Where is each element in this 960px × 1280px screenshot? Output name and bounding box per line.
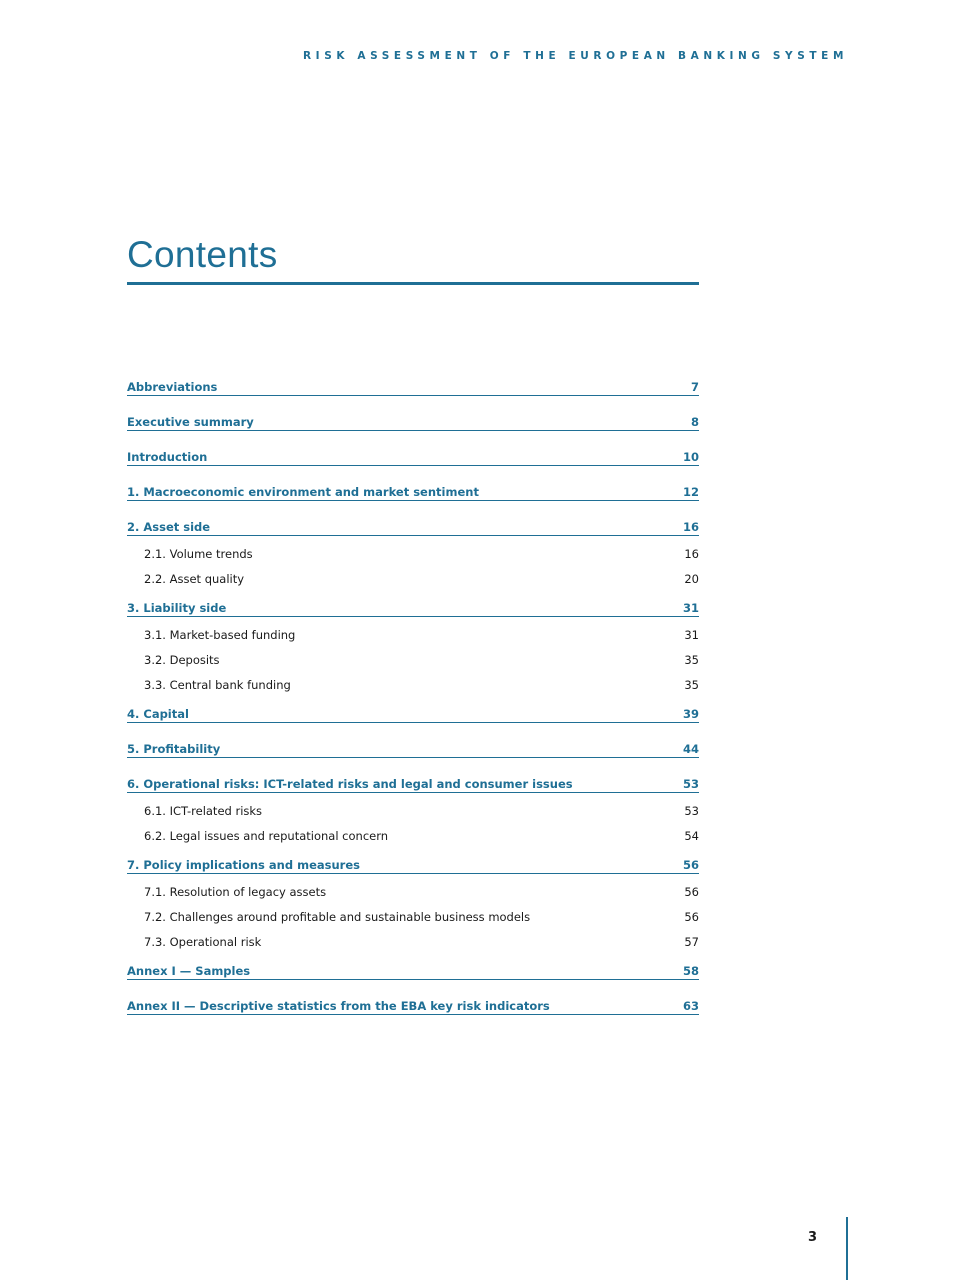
toc-subentry-3-3[interactable] (127, 667, 699, 692)
page-title: Contents (127, 234, 278, 275)
toc-entry-label: Abbreviations (127, 380, 218, 394)
toc-subentry-3-1[interactable] (127, 617, 699, 642)
toc-entry-label: Introduction (127, 450, 208, 464)
toc-entry-abbreviations[interactable] (127, 374, 699, 396)
toc-entry-chapter-3[interactable] (127, 595, 699, 617)
toc-entry-label: 2.1. Volume trends (144, 547, 253, 561)
toc-subentry-7-1[interactable] (127, 874, 699, 899)
toc-entry-label: 5. Profitability (127, 742, 221, 756)
toc-entry-label: 2.2. Asset quality (144, 572, 245, 586)
toc-subentry-3-2[interactable] (127, 642, 699, 667)
toc-entry-page: 57 (684, 935, 699, 949)
toc-entry-chapter-4[interactable] (127, 701, 699, 723)
toc-entry-label: 3.1. Market-based funding (144, 628, 296, 642)
toc-entry-label: 2. Asset side (127, 520, 211, 534)
page-number: 3 (808, 1230, 818, 1245)
toc-entry-label: 3. Liability side (127, 601, 227, 615)
toc-entry-page: 56 (684, 910, 699, 924)
footer-rule (846, 1217, 848, 1280)
toc-subentry-6-2[interactable] (127, 818, 699, 843)
running-header: RISK ASSESSMENT OF THE EUROPEAN BANKING SYSTEM (303, 50, 848, 62)
toc-entry-page: 35 (684, 653, 699, 667)
toc-entry-page: 20 (684, 572, 699, 586)
toc-entry-page: 10 (682, 450, 699, 464)
toc-entry-page: 16 (684, 547, 699, 561)
toc-subentry-2-1[interactable] (127, 536, 699, 561)
toc-subentry-7-3[interactable] (127, 924, 699, 949)
toc-entry-label: 7.3. Operational risk (144, 935, 262, 949)
toc-entry-page: 56 (682, 858, 699, 872)
toc-entry-label: Annex I — Samples (127, 964, 251, 978)
toc-subentry-7-2[interactable] (127, 899, 699, 924)
toc-entry-annex-1[interactable] (127, 958, 699, 980)
toc-entry-page: 16 (682, 520, 699, 534)
toc-entry-page: 56 (684, 885, 699, 899)
toc-entry-label: 7.1. Resolution of legacy assets (144, 885, 327, 899)
toc-entry-executive-summary[interactable] (127, 409, 699, 431)
toc-entry-label: 6. Operational risks: ICT-related risks and legal and consumer issues (127, 777, 573, 791)
toc-entry-page: 39 (682, 707, 699, 721)
toc-entry-annex-2[interactable] (127, 993, 699, 1015)
toc-entry-page: 53 (682, 777, 699, 791)
toc-entry-chapter-5[interactable] (127, 736, 699, 758)
toc-entry-label: 3.3. Central bank funding (144, 678, 291, 692)
toc-entry-page: 31 (682, 601, 699, 615)
toc-entry-label: 7. Policy implications and measures (127, 858, 360, 872)
toc-subentry-2-2[interactable] (127, 561, 699, 586)
toc-entry-page: 54 (684, 829, 699, 843)
toc-entry-label: Annex II — Descriptive statistics from the EBA key risk indicators (127, 999, 550, 1013)
toc-entry-label: 7.2. Challenges around profitable and sustainable business models (144, 910, 531, 924)
toc-entry-page: 63 (682, 999, 699, 1013)
table-of-contents (127, 374, 699, 1015)
toc-entry-page: 12 (682, 485, 699, 499)
toc-entry-chapter-2[interactable] (127, 514, 699, 536)
toc-entry-page: 7 (690, 380, 699, 394)
toc-entry-label: 6.2. Legal issues and reputational concern (144, 829, 389, 843)
toc-entry-label: Executive summary (127, 415, 254, 429)
toc-entry-page: 8 (690, 415, 699, 429)
toc-entry-label: 4. Capital (127, 707, 189, 721)
toc-entry-chapter-7[interactable] (127, 852, 699, 874)
toc-entry-label: 3.2. Deposits (144, 653, 220, 667)
toc-entry-page: 31 (684, 628, 699, 642)
toc-entry-page: 58 (682, 964, 699, 978)
toc-entry-page: 53 (684, 804, 699, 818)
toc-entry-chapter-1[interactable] (127, 479, 699, 501)
toc-entry-label: 6.1. ICT-related risks (144, 804, 263, 818)
toc-entry-page: 44 (682, 742, 699, 756)
title-underline (127, 282, 699, 285)
toc-entry-label: 1. Macroeconomic environment and market sentiment (127, 485, 479, 499)
toc-subentry-6-1[interactable] (127, 793, 699, 818)
toc-entry-introduction[interactable] (127, 444, 699, 466)
toc-entry-page: 35 (684, 678, 699, 692)
toc-entry-chapter-6[interactable] (127, 771, 699, 793)
